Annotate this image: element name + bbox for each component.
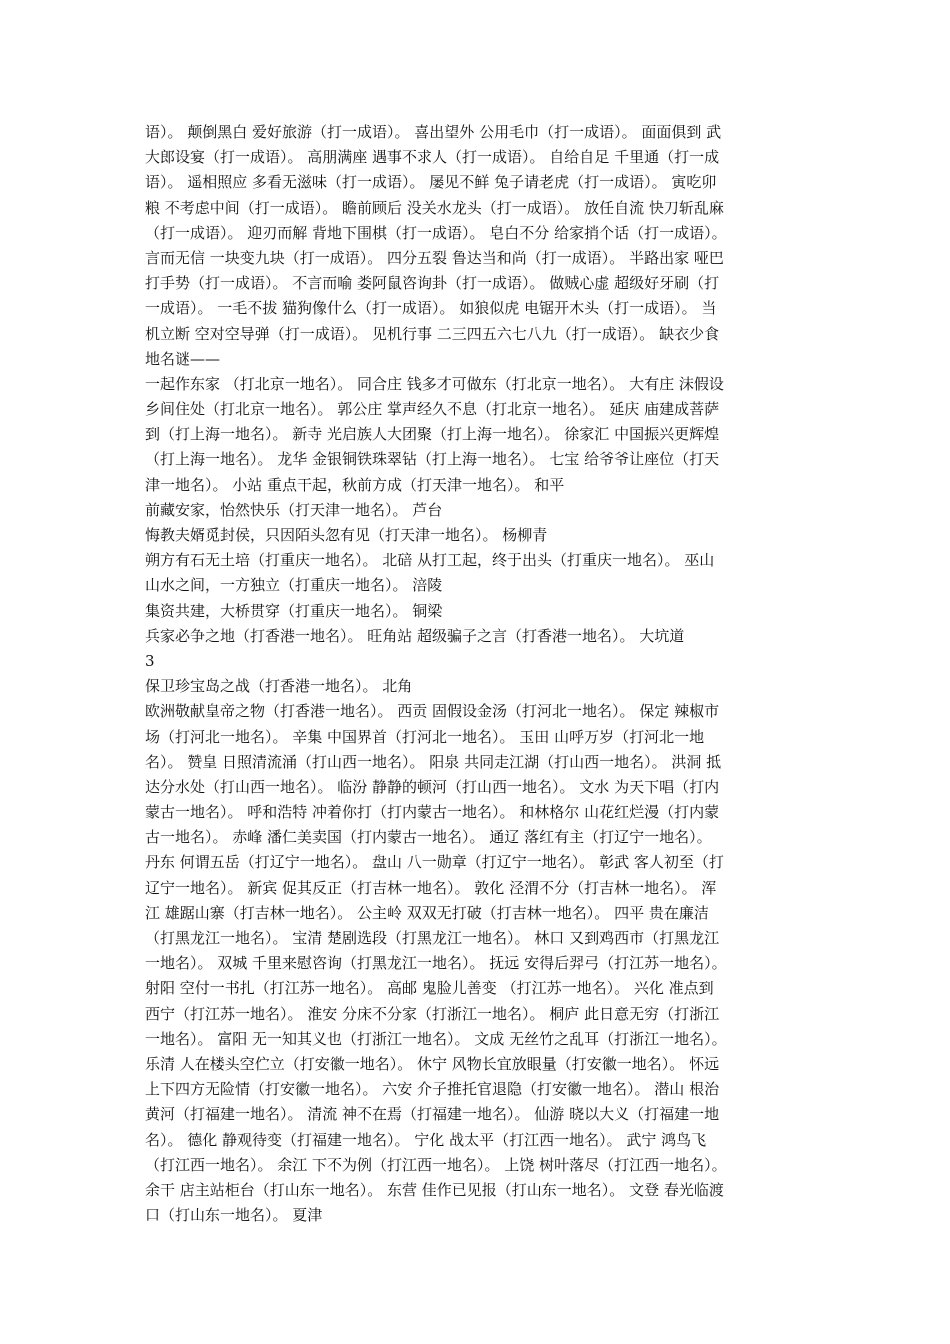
text-line: 黄河（打福建一地名）。 清流 神不在焉（打福建一地名）。 仙游 晓以大义（打福建一地 xyxy=(145,1105,720,1124)
document-body xyxy=(145,120,820,1228)
page-number: 3 xyxy=(145,651,155,670)
text-line: 欧洲敬献皇帝之物（打香港一地名）。 西贡 固假设金汤（打河北一地名）。 保定 辣椒市 xyxy=(145,702,720,721)
text-line: 粮 不考虑中间（打一成语）。 瞻前顾后 没关水龙头（打一成语）。 放任自流 快刀斩乱麻 xyxy=(145,198,724,217)
text-line: 古一地名）。 赤峰 潘仁美卖国（打内蒙古一地名）。 通辽 落红有主（打辽宁一地名）。 xyxy=(145,828,712,847)
text-line: 前藏安家，怡然快乐（打天津一地名）。 芦台 xyxy=(145,500,443,519)
text-line: 集资共建，大桥贯穿（打重庆一地名）。 铜梁 xyxy=(145,601,443,620)
text-line: 到（打上海一地名）。 新寺 光启族人大团聚（打上海一地名）。 徐家汇 中国振兴更辉煌 xyxy=(145,425,720,444)
text-line: 语）。 颠倒黑白 爱好旅游（打一成语）。 喜出望外 公用毛巾（打一成语）。 面面俱到 武 xyxy=(145,123,722,141)
text-line: 乡间住处（打北京一地名）。 郭公庄 掌声经久不息（打北京一地名）。 延庆 庙建成菩萨 xyxy=(145,400,720,419)
text-line: 机立断 空对空导弹（打一成语）。 见机行事 二三四五六七八九（打一成语）。 缺衣少食 xyxy=(145,324,720,343)
text-line: 丹东 何谓五岳（打辽宁一地名）。 盘山 八一勋章（打辽宁一地名）。 彰武 客人初至（打 xyxy=(145,853,724,872)
text-line: （打一成语）。 迎刃而解 背地下围棋（打一成语）。 皂白不分 给家捎个话（打一成语）。 xyxy=(145,223,727,242)
text-line: 上下四方无险情（打安徽一地名）。 六安 介子推托官退隐（打安徽一地名）。 潜山 根治 xyxy=(145,1080,720,1099)
text-line: 一成语）。 一毛不拔 猫狗像什么（打一成语）。 如狼似虎 电锯开木头（打一成语）。 当 xyxy=(145,299,717,318)
text-line: 打手势（打一成语）。 不言而喻 娄阿鼠咨询卦（打一成语）。 做贼心虚 超级好牙刷（打 xyxy=(145,274,720,293)
text-line: （打江西一地名）。 余江 下不为例（打江西一地名）。 上饶 树叶落尽（打江西一地名）。 xyxy=(145,1155,727,1174)
text-line: 大郎设宴（打一成语）。 高朋满座 遇事不求人（打一成语）。 自给自足 千里通（打一成 xyxy=(145,148,720,167)
text-line: 江 雄踞山寨（打吉林一地名）。 公主岭 双双无打破（打吉林一地名）。 四平 贵在廉洁 xyxy=(145,903,709,922)
text-line: （打黑龙江一地名）。 宝清 楚剧选段（打黑龙江一地名）。 林口 又到鸡西市（打黑龙江 xyxy=(145,929,720,947)
text-line: 蒙古一地名）。 呼和浩特 冲着你打（打内蒙古一地名）。 和林格尔 山花红烂漫（打内蒙 xyxy=(145,803,720,822)
text-line: 山水之间，一方独立（打重庆一地名）。 涪陵 xyxy=(145,576,443,595)
text-line: 乐清 人在楼头空伫立（打安徽一地名）。 休宁 风物长宜放眼量（打安徽一地名）。 怀远 xyxy=(145,1054,720,1073)
text-line: 辽宁一地名）。 新宾 促其反正（打吉林一地名）。 敦化 泾渭不分（打吉林一地名）。 浑 xyxy=(145,878,717,897)
text-line: 名）。 赞皇 日照清流涌（打山西一地名）。 阳泉 共同走江湖（打山西一地名）。 洪洞 抵 xyxy=(145,752,722,771)
text-line: 一地名）。 富阳 无一知其义也（打浙江一地名）。 文成 无丝竹之乱耳（打浙江一地名）。 xyxy=(145,1029,727,1048)
text-line: 一起作东家 （打北京一地名）。 同合庄 钱多才可做东（打北京一地名）。 大有庄 沫假设 xyxy=(145,374,724,393)
section-heading: 地名谜—— xyxy=(145,349,221,368)
text-line: （打上海一地名）。 龙华 金银铜铁珠翠钻（打上海一地名）。 七宝 给爷爷让座位（打天 xyxy=(145,450,720,469)
text-line: 兵家必争之地（打香港一地名）。 旺角站 超级骗子之言（打香港一地名）。 大坑道 xyxy=(145,626,685,645)
text-line: 一地名）。 双城 千里来慰咨询（打黑龙江一地名）。 抚远 安得后羿弓（打江苏一地名）。 xyxy=(145,954,727,973)
text-line: 言而无信 一块变九块（打一成语）。 四分五裂 鲁达当和尚（打一成语）。 半路出家 哑巴 xyxy=(145,248,724,267)
text-line: 场（打河北一地名）。 辛集 中国界首（打河北一地名）。 玉田 山呼万岁（打河北一地 xyxy=(145,727,705,746)
text-line: 保卫珍宝岛之战（打香港一地名）。 北角 xyxy=(145,677,413,696)
text-line: 余干 店主站柜台（打山东一地名）。 东营 佳作已见报（打山东一地名）。 文登 春光临渡 xyxy=(145,1180,724,1199)
text-line: 名）。 德化 静观待变（打福建一地名）。 宁化 战太平（打江西一地名）。 武宁 鸿鸟飞 xyxy=(145,1130,707,1149)
text-line: 朔方有石无土培（打重庆一地名）。 北碚 从打工起，终于出头（打重庆一地名）。 巫山 xyxy=(145,551,715,570)
text-line: 悔教夫婿觅封侯，只因陌头忽有见（打天津一地名）。 杨柳青 xyxy=(145,526,548,544)
text-line: 津一地名）。 小站 重点干起，秋前方成（打天津一地名）。 和平 xyxy=(145,475,565,494)
text-line: 西宁（打江苏一地名）。 淮安 分床不分家（打浙江一地名）。 桐庐 此日意无穷（打浙江 xyxy=(145,1004,720,1023)
text-line: 射阳 空付一书扎（打江苏一地名）。 高邮 鬼脸儿善变 （打江苏一地名）。 兴化 准点到 xyxy=(145,979,714,998)
text-line: 语）。 遥相照应 多看无滋味（打一成语）。 屡见不鲜 兔子请老虎（打一成语）。 寅吃卯 xyxy=(145,173,717,192)
text-line: 达分水处（打山西一地名）。 临汾 静静的顿河（打山西一地名）。 文水 为天下唱（打内 xyxy=(145,777,720,796)
text-line: 口（打山东一地名）。 夏津 xyxy=(145,1206,323,1225)
